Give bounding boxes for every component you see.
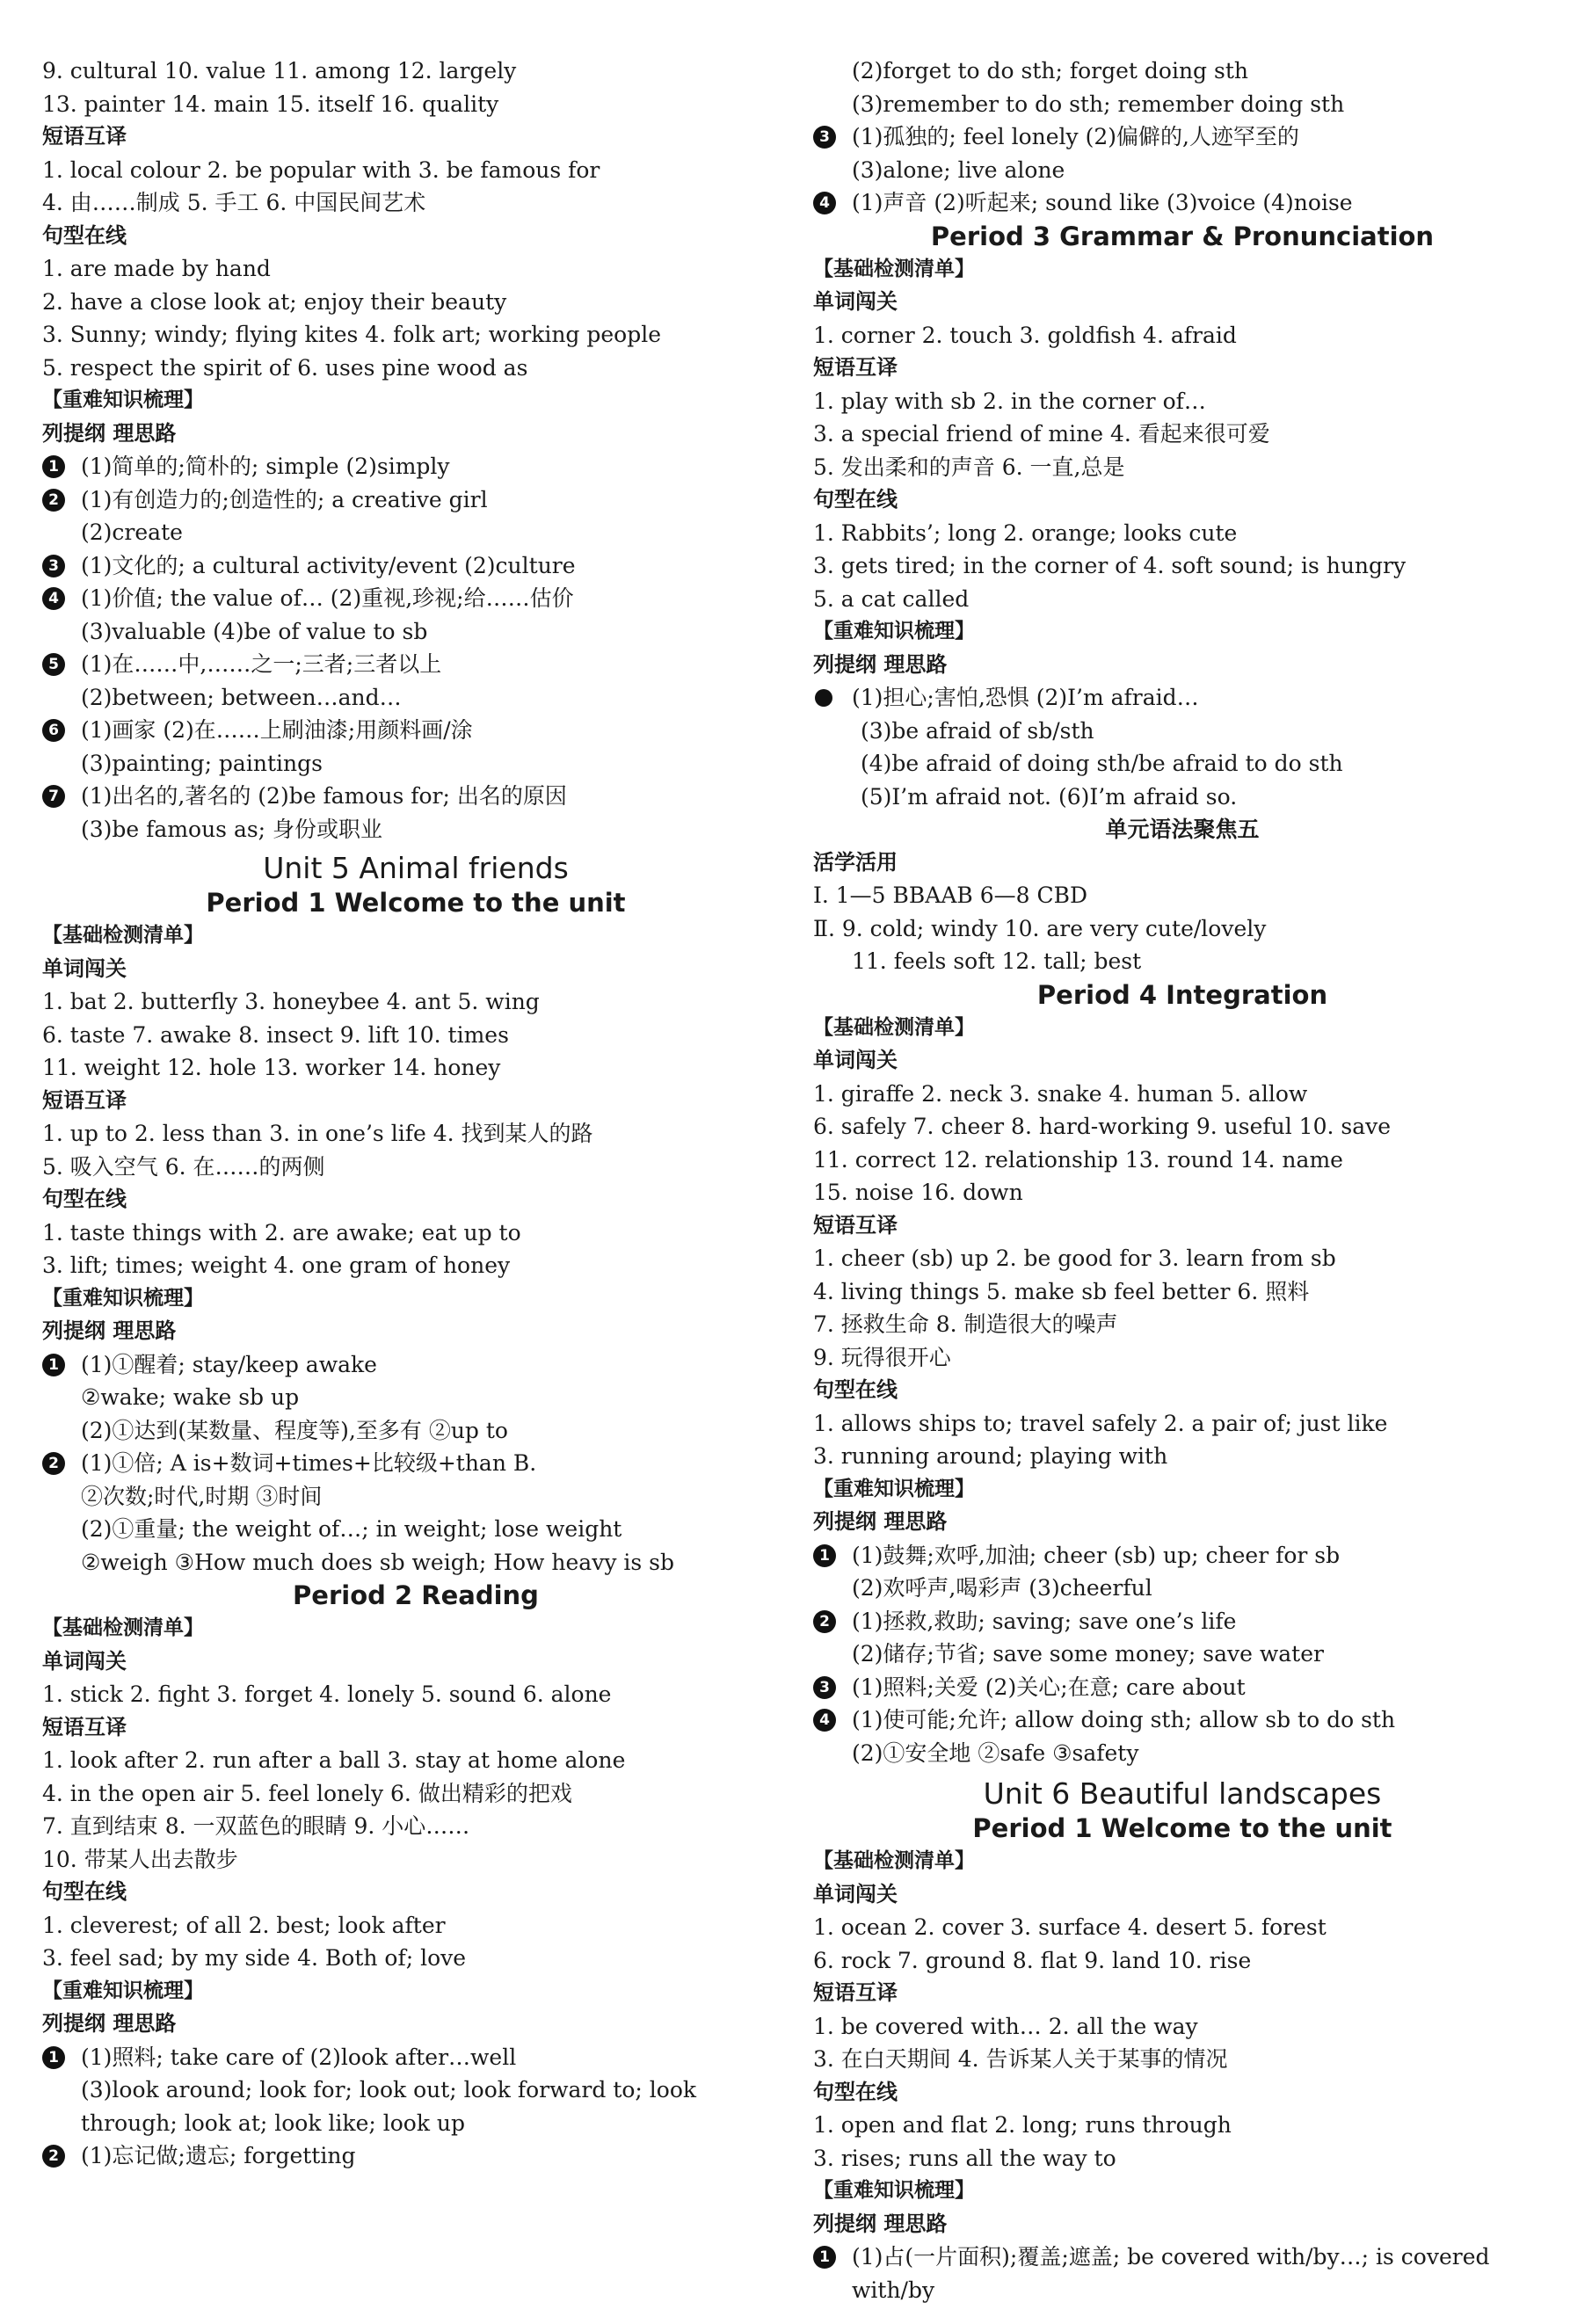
line-text: 单词闯关 [42, 955, 127, 981]
left-line-61 [42, 2041, 789, 2074]
line-text: 单元语法聚焦五 [1105, 817, 1260, 842]
line-text: 句型在线 [813, 2079, 898, 2104]
left-line-20 [42, 681, 789, 715]
line-text: (1)照料;关爱 (2)关心;在意; care about [852, 1674, 1246, 1700]
left-line-27 [42, 919, 789, 953]
line-text: (1)占(一片面积);覆盖;遮盖; be covered with/by…; is covered [852, 2244, 1490, 2270]
number-badge-icon: 3 [813, 1676, 836, 1699]
line-text: 列提纲 理思路 [42, 2011, 177, 2036]
line-text: (3)be famous as; 身份或职业 [81, 816, 383, 842]
right-line-63 [813, 2109, 1552, 2142]
line-text: Period 4 Integration [1036, 979, 1328, 1010]
line-text: (3)painting; paintings [81, 750, 323, 776]
left-line-40 [42, 1348, 789, 1382]
right-line-21 [813, 715, 1552, 748]
line-text: 短语互译 [42, 1087, 127, 1113]
line-text: 短语互译 [813, 1212, 898, 1238]
right-line-16 [813, 549, 1552, 583]
left-line-16 [42, 549, 789, 583]
left-line-3 [42, 120, 789, 154]
number-badge-icon: 3 [813, 126, 836, 149]
right-line-25 [813, 846, 1552, 880]
right-line-33 [813, 1110, 1552, 1144]
left-line-21 [42, 714, 789, 747]
right-line-29 [813, 978, 1552, 1012]
line-text: 4. living things 5. make sb feel better 6. 照料 [813, 1278, 1310, 1304]
right-line-32 [813, 1078, 1552, 1111]
right-line-15 [813, 517, 1552, 550]
left-line-47 [42, 1579, 789, 1612]
line-text: Ⅰ. 1—5 BBAAB 6—8 CBD [813, 882, 1087, 908]
left-line-23 [42, 780, 789, 813]
right-line-7 [813, 253, 1552, 287]
right-line-40 [813, 1341, 1552, 1375]
left-line-2 [42, 88, 789, 121]
left-line-33 [42, 1117, 789, 1151]
line-text: (1)文化的; a cultural activity/event (2)culture [81, 552, 576, 578]
number-badge-icon: 1 [42, 455, 65, 478]
line-text: 1. play with sb 2. in the corner of… [813, 388, 1206, 414]
line-text: (3)remember to do sth; remember doing sth [852, 91, 1345, 117]
left-line-13 [42, 450, 789, 483]
left-line-58 [42, 1942, 789, 1975]
right-line-61 [813, 2043, 1552, 2076]
line-text: 1. bat 2. butterfly 3. honeybee 4. ant 5. wing [42, 989, 540, 1014]
right-line-3 [813, 120, 1552, 154]
left-line-57 [42, 1909, 789, 1943]
left-line-14 [42, 483, 789, 517]
right-line-39 [813, 1308, 1552, 1341]
line-text: 列提纲 理思路 [813, 651, 948, 677]
right-line-48 [813, 1605, 1552, 1638]
right-line-66 [813, 2208, 1552, 2241]
right-line-58 [813, 1944, 1552, 1978]
left-line-43 [42, 1447, 789, 1480]
line-text: (3)alone; live alone [852, 156, 1065, 183]
line-text: 9. cultural 10. value 11. among 12. largely [42, 58, 517, 84]
line-text: 【基础检测清单】 [42, 924, 204, 947]
number-badge-icon: 3 [42, 555, 65, 577]
right-line-20 [813, 681, 1552, 715]
line-text: 短语互译 [42, 124, 127, 149]
line-text: (2)①达到(某数量、程度等),至多有 ②up to [81, 1417, 508, 1443]
number-badge-icon: 4 [813, 1709, 836, 1732]
line-text: 3. lift; times; weight 4. one gram of honey [42, 1253, 511, 1278]
line-text: (1)鼓舞;欢呼,加油; cheer (sb) up; cheer for sb [852, 1542, 1341, 1568]
right-line-24 [813, 813, 1552, 846]
line-text: 【重难知识梳理】 [813, 620, 975, 643]
left-line-60 [42, 2008, 789, 2041]
line-text: 3. running around; playing with [813, 1443, 1168, 1469]
right-line-10 [813, 352, 1552, 385]
number-badge-icon: 1 [813, 2246, 836, 2269]
right-line-35 [813, 1176, 1552, 1209]
number-badge-icon: 1 [42, 1354, 65, 1376]
right-line-22 [813, 747, 1552, 781]
right-line-46 [813, 1539, 1552, 1572]
right-line-64 [813, 2142, 1552, 2175]
line-text: 单词闯关 [813, 1881, 898, 1906]
left-line-55 [42, 1843, 789, 1877]
line-text: 句型在线 [42, 1879, 127, 1904]
line-text: (1)在……中,……之一;三者;三者以上 [81, 651, 442, 677]
right-line-49 [813, 1638, 1552, 1671]
line-text: 单词闯关 [42, 1648, 127, 1674]
line-text: 1. corner 2. touch 3. goldfish 4. afraid [813, 322, 1237, 348]
line-text: 3. a special friend of mine 4. 看起来很可爱 [813, 421, 1270, 447]
line-text: 列提纲 理思路 [42, 420, 177, 446]
line-text: (1)声音 (2)听起来; sound like (3)voice (4)noise [852, 190, 1353, 215]
left-line-25 [42, 851, 789, 886]
number-badge-icon: 5 [42, 653, 65, 676]
line-text: Period 1 Welcome to the unit [972, 1813, 1392, 1843]
right-line-11 [813, 385, 1552, 418]
line-text: 11. correct 12. relationship 13. round 14. name [813, 1146, 1343, 1173]
line-text: (1)价值; the value of… (2)重视,珍视;给……估价 [81, 585, 574, 611]
line-text: (1)画家 (2)在……上刷油漆;用颜料画/涂 [81, 717, 473, 743]
right-line-28 [813, 945, 1552, 978]
line-text: 5. a cat called [813, 585, 970, 612]
right-line-4 [813, 154, 1552, 187]
left-line-11 [42, 384, 789, 418]
line-text: 句型在线 [42, 222, 127, 248]
line-text: (1)担心;害怕,恐惧 (2)I’m afraid… [852, 685, 1199, 710]
left-line-56 [42, 1876, 789, 1909]
left-line-62 [42, 2073, 789, 2107]
right-line-5 [813, 186, 1552, 220]
left-line-29 [42, 985, 789, 1019]
left-line-51 [42, 1711, 789, 1745]
left-line-9 [42, 318, 789, 352]
line-text: 【基础检测清单】 [813, 257, 975, 280]
line-text: 5. 吸入空气 6. 在……的两侧 [42, 1153, 325, 1180]
right-line-37 [813, 1242, 1552, 1275]
line-text: 3. 在白天期间 4. 告诉某人关于某事的情况 [813, 2046, 1228, 2072]
line-text: 7. 拯救生命 8. 制造很大的噪声 [813, 1311, 1118, 1337]
line-text: 句型在线 [42, 1187, 127, 1211]
line-text: 句型在线 [813, 1377, 898, 1402]
left-line-39 [42, 1315, 789, 1348]
line-text: Period 2 Reading [293, 1580, 539, 1610]
line-text: Ⅱ. 9. cold; windy 10. are very cute/lovely [813, 915, 1267, 941]
left-line-54 [42, 1810, 789, 1843]
line-text: 1. Rabbits’; long 2. orange; looks cute [813, 519, 1238, 546]
line-text: 11. feels soft 12. tall; best [852, 948, 1142, 974]
line-text: 短语互译 [813, 1980, 898, 2005]
line-text: (2)欢呼声,喝彩声 (3)cheerful [852, 1575, 1152, 1601]
right-line-55 [813, 1845, 1552, 1878]
line-text: 1. open and flat 2. long; runs through [813, 2112, 1232, 2138]
left-line-37 [42, 1249, 789, 1282]
right-line-1 [813, 54, 1552, 88]
line-text: (5)I’m afraid not. (6)I’m afraid so. [861, 783, 1238, 810]
left-line-42 [42, 1414, 789, 1448]
left-line-26 [42, 886, 789, 919]
right-line-47 [813, 1572, 1552, 1605]
right-line-9 [813, 319, 1552, 352]
line-text: 【重难知识梳理】 [813, 1477, 975, 1500]
line-text: Unit 5 Animal friends [263, 851, 569, 885]
right-line-56 [813, 1878, 1552, 1912]
line-text: through; look at; look like; look up [81, 2110, 466, 2136]
right-line-59 [813, 1977, 1552, 2010]
right-line-18 [813, 615, 1552, 649]
right-line-65 [813, 2175, 1552, 2208]
left-line-44 [42, 1480, 789, 1514]
line-text: 15. noise 16. down [813, 1180, 1023, 1205]
right-line-27 [813, 912, 1552, 946]
left-line-6 [42, 220, 789, 253]
left-line-34 [42, 1151, 789, 1184]
right-line-34 [813, 1144, 1552, 1177]
left-line-28 [42, 953, 789, 986]
line-text: 句型在线 [813, 487, 898, 512]
right-line-23 [813, 781, 1552, 814]
bullet-dot-icon [815, 689, 832, 707]
line-text: 单词闯关 [813, 289, 898, 314]
line-text: (2)储存;节省; save some money; save water [852, 1641, 1324, 1667]
right-line-12 [813, 418, 1552, 451]
left-line-8 [42, 286, 789, 319]
right-column [813, 54, 1552, 2306]
right-line-60 [813, 2010, 1552, 2044]
line-text: (1)简单的;简朴的; simple (2)simply [81, 454, 450, 479]
line-text: 1. stick 2. fight 3. forget 4. lonely 5. sound 6. alone [42, 1681, 612, 1707]
right-line-54 [813, 1812, 1552, 1845]
left-line-32 [42, 1085, 789, 1118]
line-text: (1)使可能;允许; allow doing sth; allow sb to do sth [852, 1707, 1396, 1732]
line-text: Period 1 Welcome to the unit [206, 888, 626, 918]
line-text: (1)①醒着; stay/keep awake [81, 1351, 377, 1377]
line-text: 10. 带某人出去散步 [42, 1846, 238, 1872]
line-text: 1. cleverest; of all 2. best; look after [42, 1912, 446, 1938]
right-line-41 [813, 1374, 1552, 1407]
right-line-50 [813, 1671, 1552, 1704]
right-line-2 [813, 88, 1552, 121]
line-text: 列提纲 理思路 [42, 1318, 177, 1343]
line-text: 活学活用 [813, 849, 898, 875]
right-line-51 [813, 1703, 1552, 1737]
line-text: (1)忘记做;遗忘; forgetting [81, 2143, 356, 2168]
left-line-7 [42, 252, 789, 286]
left-line-48 [42, 1612, 789, 1645]
line-text: 【基础检测清单】 [42, 1616, 204, 1639]
right-line-62 [813, 2076, 1552, 2110]
left-line-50 [42, 1678, 789, 1711]
line-text: (1)照料; take care of (2)look after…well [81, 2044, 517, 2070]
line-text: 1. local colour 2. be popular with 3. be famous for [42, 156, 600, 183]
line-text: 【重难知识梳理】 [42, 1979, 204, 2002]
left-line-17 [42, 582, 789, 615]
line-text: 列提纲 理思路 [813, 2211, 948, 2236]
right-line-26 [813, 879, 1552, 912]
left-column [42, 54, 789, 2173]
line-text: 7. 直到结束 8. 一双蓝色的眼睛 9. 小心…… [42, 1813, 470, 1839]
line-text: 1. be covered with… 2. all the way [813, 2013, 1198, 2039]
line-text: 1. up to 2. less than 3. in one’s life 4. 找到某人的路 [42, 1121, 593, 1146]
left-line-35 [42, 1183, 789, 1216]
line-text: (1)出名的,著名的 (2)be famous for; 出名的原因 [81, 783, 567, 809]
line-text: 【基础检测清单】 [813, 1015, 975, 1039]
line-text: 9. 玩得很开心 [813, 1344, 951, 1370]
left-line-45 [42, 1513, 789, 1546]
line-text: 【重难知识梳理】 [42, 1286, 204, 1310]
line-text: 短语互译 [813, 355, 898, 380]
left-line-19 [42, 648, 789, 681]
line-text: (1)孤独的; feel lonely (2)偏僻的,人迹罕至的 [852, 124, 1299, 149]
left-line-15 [42, 516, 789, 549]
number-badge-icon: 6 [42, 719, 65, 742]
line-text: with/by [852, 2277, 935, 2303]
left-line-31 [42, 1051, 789, 1085]
right-line-68 [813, 2274, 1552, 2307]
left-line-53 [42, 1777, 789, 1811]
left-line-10 [42, 352, 789, 385]
line-text: (2)create [81, 519, 183, 545]
line-text: (3)valuable (4)be of value to sb [81, 618, 428, 644]
number-badge-icon: 7 [42, 785, 65, 808]
line-text: ②次数;时代,时期 ③时间 [81, 1483, 323, 1509]
number-badge-icon: 4 [42, 587, 65, 610]
line-text: 1. are made by hand [42, 256, 271, 281]
line-text: Period 3 Grammar & Pronunciation [930, 221, 1435, 251]
line-text: 3. feel sad; by my side 4. Both of; love [42, 1945, 467, 1971]
line-text: 13. painter 14. main 15. itself 16. quality [42, 91, 499, 117]
line-text: 【基础检测清单】 [813, 1849, 975, 1872]
number-badge-icon: 4 [813, 192, 836, 214]
line-text: ②weigh ③How much does sb weigh; How heavy is sb [81, 1549, 674, 1575]
line-text: 短语互译 [42, 1714, 127, 1739]
line-text: 单词闯关 [813, 1048, 898, 1072]
line-text: ②wake; wake sb up [81, 1384, 300, 1410]
line-text: 6. safely 7. cheer 8. hard-working 9. useful 10. save [813, 1114, 1392, 1139]
left-line-38 [42, 1282, 789, 1316]
line-text: 2. have a close look at; enjoy their beauty [42, 288, 507, 315]
number-badge-icon: 2 [42, 1452, 65, 1475]
left-line-12 [42, 418, 789, 451]
line-text: (1)拯救,救助; saving; save one’s life [852, 1608, 1237, 1634]
left-line-49 [42, 1645, 789, 1679]
line-text: 【重难知识梳理】 [813, 2179, 975, 2202]
right-line-42 [813, 1407, 1552, 1441]
right-line-45 [813, 1506, 1552, 1539]
right-line-38 [813, 1275, 1552, 1309]
line-text: 6. taste 7. awake 8. insect 9. lift 10. times [42, 1021, 509, 1048]
left-line-5 [42, 186, 789, 220]
left-line-30 [42, 1019, 789, 1052]
line-text: (1)有创造力的;创造性的; a creative girl [81, 486, 488, 512]
line-text: 5. respect the spirit of 6. uses pine wood as [42, 354, 528, 381]
right-line-43 [813, 1440, 1552, 1473]
line-text: 3. gets tired; in the corner of 4. soft sound; is hungry [813, 553, 1406, 578]
right-line-19 [813, 649, 1552, 682]
left-line-41 [42, 1381, 789, 1414]
line-text: 3. Sunny; windy; flying kites 4. folk art; working people [42, 322, 662, 347]
line-text: 1. giraffe 2. neck 3. snake 4. human 5. allow [813, 1080, 1308, 1107]
left-line-46 [42, 1546, 789, 1580]
right-line-57 [813, 1911, 1552, 1944]
left-line-59 [42, 1975, 789, 2008]
line-text: 【重难知识梳理】 [42, 389, 204, 411]
line-text: (2)between; between…and… [81, 684, 402, 710]
right-line-8 [813, 286, 1552, 319]
left-line-36 [42, 1216, 789, 1250]
line-text: 1. taste things with 2. are awake; eat up to [42, 1219, 521, 1246]
line-text: 列提纲 理思路 [813, 1509, 948, 1534]
line-text: Unit 6 Beautiful landscapes [983, 1776, 1382, 1811]
line-text: (1)①倍; A is+数词+times+比较级+than B. [81, 1450, 537, 1476]
line-text: 11. weight 12. hole 13. worker 14. honey [42, 1055, 501, 1080]
number-badge-icon: 1 [813, 1544, 836, 1567]
line-text: 4. in the open air 5. feel lonely 6. 做出精彩的把戏 [42, 1780, 572, 1806]
right-line-36 [813, 1209, 1552, 1243]
line-text: 6. rock 7. ground 8. flat 9. land 10. rise [813, 1947, 1252, 1973]
line-text: 5. 发出柔和的声音 6. 一直,总是 [813, 454, 1125, 480]
right-line-30 [813, 1012, 1552, 1045]
line-text: (2)①安全地 ②safe ③safety [852, 1739, 1139, 1766]
right-line-13 [813, 451, 1552, 484]
number-badge-icon: 1 [42, 2046, 65, 2069]
number-badge-icon: 2 [42, 489, 65, 512]
right-line-44 [813, 1473, 1552, 1507]
line-text: (2)forget to do sth; forget doing sth [852, 58, 1248, 84]
right-line-17 [813, 583, 1552, 616]
number-badge-icon: 2 [813, 1610, 836, 1633]
number-badge-icon: 2 [42, 2145, 65, 2168]
line-text: 4. 由……制成 5. 手工 6. 中国民间艺术 [42, 190, 426, 215]
left-line-22 [42, 747, 789, 781]
line-text: 3. rises; runs all the way to [813, 2145, 1116, 2171]
right-line-14 [813, 483, 1552, 517]
right-line-53 [813, 1776, 1552, 1812]
left-line-4 [42, 154, 789, 187]
left-line-64 [42, 2139, 789, 2173]
left-line-18 [42, 615, 789, 649]
right-line-67 [813, 2240, 1552, 2274]
line-text: 1. cheer (sb) up 2. be good for 3. learn from sb [813, 1246, 1336, 1271]
line-text: (4)be afraid of doing sth/be afraid to do sth [861, 751, 1343, 776]
right-line-6 [813, 220, 1552, 253]
line-text: 1. look after 2. run after a ball 3. stay at home alone [42, 1747, 626, 1773]
line-text: (3)be afraid of sb/sth [861, 717, 1094, 744]
left-line-63 [42, 2107, 789, 2140]
line-text: 1. ocean 2. cover 3. surface 4. desert 5. forest [813, 1914, 1327, 1940]
left-line-24 [42, 813, 789, 846]
right-line-31 [813, 1044, 1552, 1078]
left-line-1 [42, 54, 789, 88]
line-text: 1. allows ships to; travel safely 2. a pair of; just like [813, 1410, 1388, 1436]
line-text: (2)①重量; the weight of…; in weight; lose weight [81, 1516, 622, 1542]
line-text: (3)look around; look for; look out; look forward to; look [81, 2077, 697, 2102]
right-line-52 [813, 1737, 1552, 1770]
left-line-52 [42, 1744, 789, 1777]
